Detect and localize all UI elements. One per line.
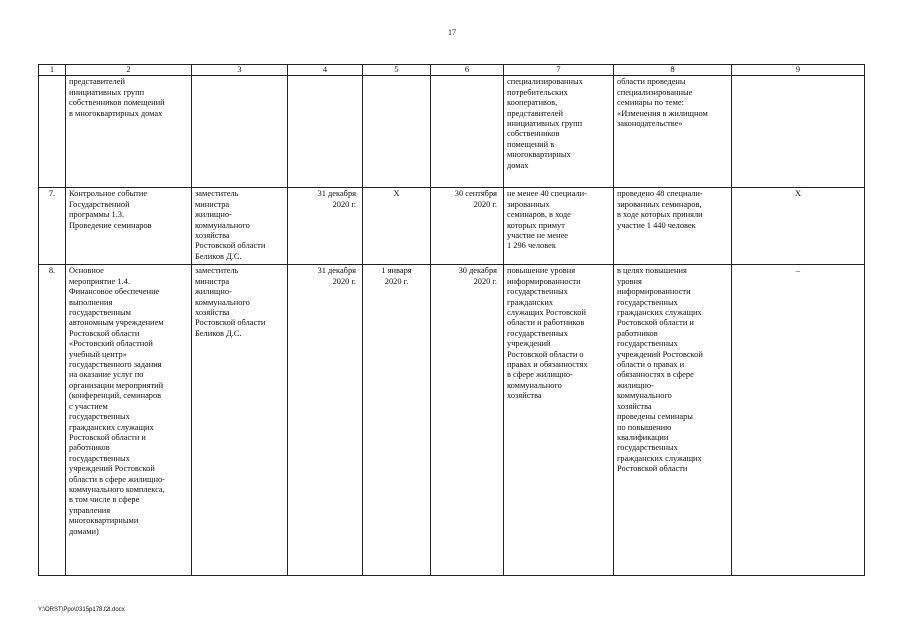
table-header-row [39,65,865,76]
actual-result-cell: в целях повышения уровня информированности государственных гражданских служащих Ростовской области и работников государственных учреждений Ростовской области о правах и обязанностях в сфере жилищно- коммунального хозяйства проведены семинары по повышению квалификации государственных гражданских служащих Ростовской области [614,265,732,576]
note-cell [732,76,865,188]
start-date-cell: 1 января 2020 г. [363,265,431,576]
row-number: 7. [39,188,66,265]
end-date-cell: 30 сентября 2020 г. [431,188,504,265]
responsible-cell: заместитель министра жилищно- коммунального хозяйства Ростовской области Беликов Д.С. [192,265,288,576]
column-number: 8 [614,65,732,76]
row-number [39,76,66,188]
table-row [39,76,865,188]
column-number: 7 [504,65,614,76]
column-number: 9 [732,65,865,76]
event-name-cell: Контрольное событие Государственной программы 1.3. Проведение семинаров [66,188,192,265]
file-path-footer: Y:\ORST\Ppo\0315p178.f2l.docx [38,607,125,613]
actual-result-cell: проведено 48 специали- зированных семинаров, в ходе которых приняли участие 1 440 человек [614,188,732,265]
planned-date-cell: 31 декабря 2020 г. [288,265,363,576]
column-number: 2 [66,65,192,76]
end-date-cell [431,76,504,188]
responsible-cell: заместитель министра жилищно- коммунального хозяйства Ростовской области Беликов Д.С. [192,188,288,265]
actual-result-cell: области проведены специализированные семинары по теме: «Изменения в жилищном законодательстве» [614,76,732,188]
page-number: 17 [448,28,456,37]
event-name-cell: Основное мероприятие 1.4. Финансовое обеспечение выполнения государственным автономным учреждением Ростовской области «Ростовский областной учебный центр» государственного задания на оказание услуг по организации мероприятий (конференций, семинаров с участием государственных гражданских служащих Ростовской области и работников государственных учреждений Ростовской области в сфере жилищно- коммунального комплекса, в том числе в сфере управления многоквартирными домами) [66,265,192,576]
report-table [38,64,865,576]
column-number: 6 [431,65,504,76]
event-name-cell: представителей инициативных групп собственников помещений в многоквартирных домах [66,76,192,188]
table-row [39,265,865,576]
start-date-cell [363,76,431,188]
column-number: 1 [39,65,66,76]
row-number: 8. [39,265,66,576]
responsible-cell [192,76,288,188]
start-date-cell: X [363,188,431,265]
note-cell: X [732,188,865,265]
column-number: 4 [288,65,363,76]
planned-result-cell: повышение уровня информированности государственных гражданских служащих Ростовской области и работников государственных учреждений Ростовской области о правах и обязанностях в сфере жилищно- коммунального хозяйства [504,265,614,576]
planned-result-cell: специализированных потребительских кооперативов, представителей инициативных групп собственников помещений в многоквартирных домах [504,76,614,188]
table-row [39,188,865,265]
note-cell: – [732,265,865,576]
column-number: 3 [192,65,288,76]
end-date-cell: 30 декабря 2020 г. [431,265,504,576]
column-number: 5 [363,65,431,76]
planned-result-cell: не менее 40 специали- зированных семинаров, в ходе которых примут участие не менее 1 296 человек [504,188,614,265]
planned-date-cell [288,76,363,188]
planned-date-cell: 31 декабря 2020 г. [288,188,363,265]
